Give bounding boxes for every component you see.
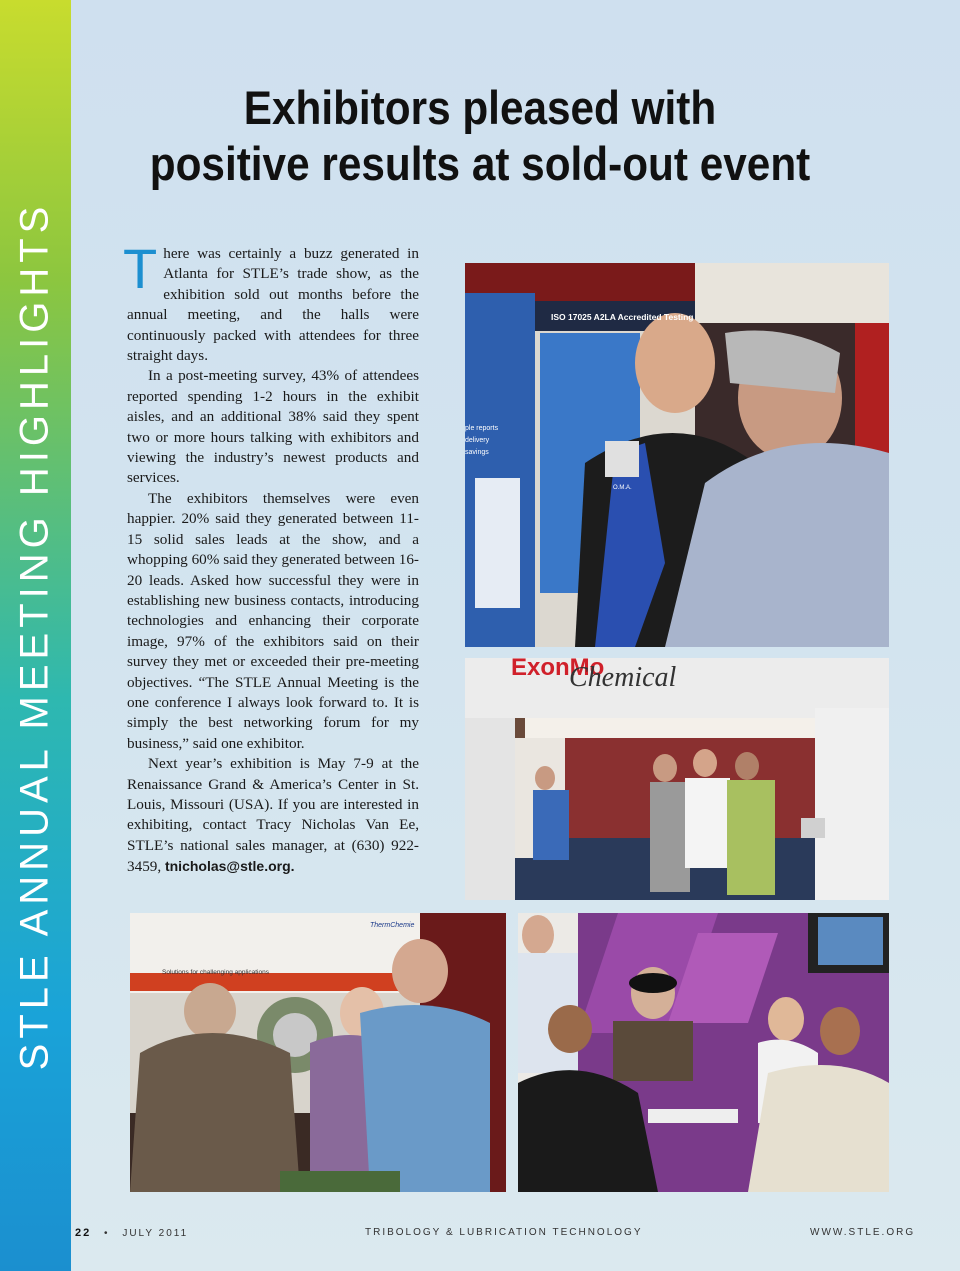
booth1-panel-line: delivery — [465, 437, 490, 444]
booth1-panel-line: savings — [465, 449, 489, 456]
footer-left — [75, 1227, 188, 1241]
page-number: 22 — [75, 1227, 92, 1239]
paragraph-4-text: Next year’s exhibition is May 7-9 at the Renaissance Grand & America’s Center in St. Louis, Missouri (USA). If you are interested in exhibiting, contact Tracy Nicholas Van Ee, STLE’s national sales manager, at (630) 922-3459, — [127, 755, 419, 876]
paragraph-1-text: here was certainly a buzz generated in Atlanta for STLE’s trade show, as the exhibition sold out months before the annual meeting, and the halls were continuously packed with attendees for three straight days. — [127, 245, 419, 365]
paragraph-2: In a post-meeting survey, 43% of attendees reported spending 1-2 hours in the exhibit aisles, and an additional 38% said they spent two or more hours talking with exhibitors and viewing the industry’s newest products and services. — [127, 367, 419, 487]
booth2-logo-left: ExonMo — [511, 658, 605, 681]
photo-group-discussion — [130, 913, 506, 1192]
booth1-panel-text — [465, 423, 498, 459]
title-line-1: Exhibitors pleased with — [243, 81, 717, 134]
booth2-logo-right: Chemical — [569, 662, 677, 693]
photo-lounge-seating — [518, 913, 889, 1192]
photo-booth-conversation — [465, 263, 889, 647]
article-body — [123, 237, 419, 878]
paragraph-4 — [127, 754, 419, 877]
footer-publication: TRIBOLOGY & LUBRICATION TECHNOLOGY — [365, 1227, 643, 1238]
booth1-panel-line: ple reports — [465, 425, 499, 432]
paragraph-1 — [123, 237, 419, 366]
badge-text: O.M.A. — [613, 485, 632, 491]
title-line-2: positive results at sold-out event — [149, 137, 811, 190]
footer-separator: • — [104, 1228, 110, 1239]
paragraph-3: The exhibitors themselves were even happier. 20% said they generated between 11-15 solid sales leads at the show, and a whopping 60% said they generated between 16-20 leads. Asked how successful they were in establishing new business contacts, introducing technologies and enhancing their corporate image, 97% of the exhibitors said on their survey they met or exceeded their pre-meeting objectives. “The STLE Annual Meeting is the one conference I always look forward to. It is simply the best networking forum for my business,” said one exhibitor. — [127, 489, 419, 752]
article-title — [138, 80, 822, 192]
contact-email[interactable]: tnicholas@stle.org. — [164, 858, 295, 875]
footer-website[interactable]: WWW.STLE.ORG — [810, 1227, 916, 1238]
booth3-banner: Solutions for challenging applications — [162, 969, 269, 976]
booth1-sign: ISO 17025 A2LA Accredited Testing — [551, 312, 694, 322]
photo-chemical-booth — [465, 658, 889, 900]
side-band — [0, 0, 71, 1271]
section-banner: STLE ANNUAL MEETING HIGHLIGHTS — [12, 201, 57, 1071]
issue-date: JULY 2011 — [122, 1228, 189, 1239]
booth3-logo: ThermChemie — [370, 922, 415, 929]
drop-cap: T — [123, 237, 158, 300]
